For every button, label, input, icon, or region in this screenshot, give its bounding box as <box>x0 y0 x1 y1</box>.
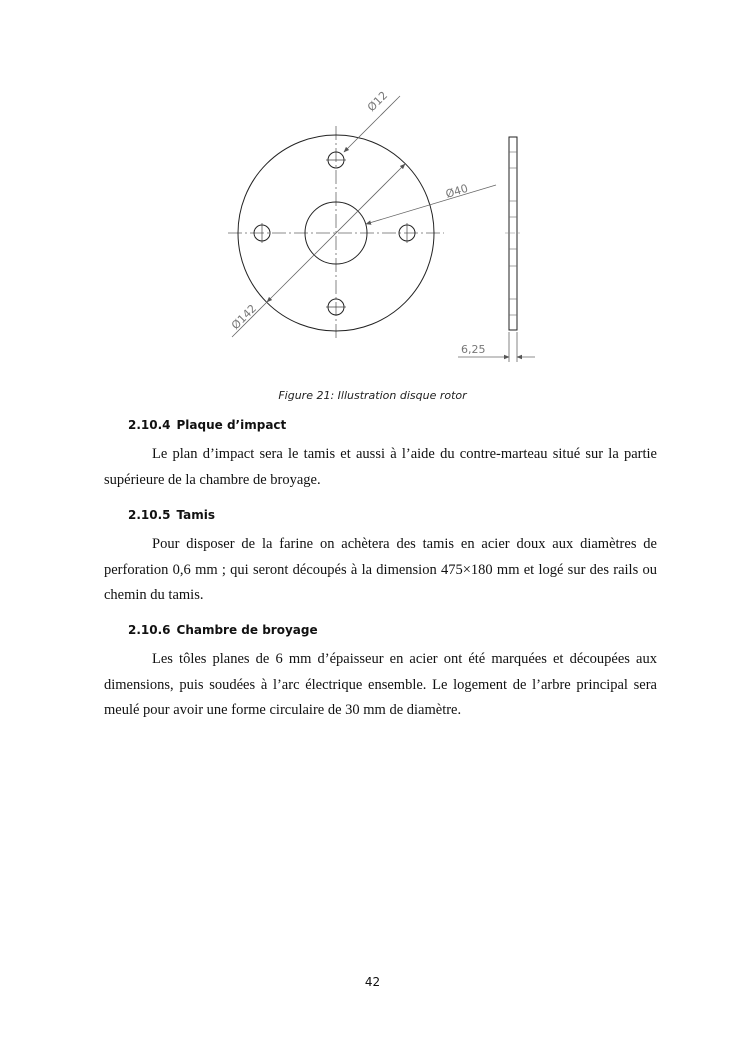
section-title: Chambre de broyage <box>176 623 318 637</box>
bore-dimension-label: Ø40 <box>444 181 470 201</box>
section-heading-tamis <box>128 508 215 522</box>
section-heading-plaque-impact <box>128 418 286 432</box>
side-view-profile <box>509 137 517 330</box>
hole-dimension-leader <box>344 116 380 152</box>
rotor-disc-drawing <box>0 0 745 380</box>
drawing-svg <box>0 0 745 380</box>
figure-caption: Figure 21: Illustration disque rotor <box>278 389 467 402</box>
section-title: Plaque d’impact <box>176 418 287 432</box>
section-number: 2.10.6 <box>128 623 171 637</box>
paragraph-chambre-broyage: Les tôles planes de 6 mm d’épaisseur en acier ont été marquées et découpées aux dimensions, puis soudées à l’arc électrique ensemble. Le logement de l’arbre principal sera meulé pour avoir une forme circulaire de 30 mm de diamètre. <box>104 651 657 718</box>
section-heading-chambre-broyage <box>128 623 318 637</box>
paragraph-plaque-impact: Le plan d’impact sera le tamis et aussi à l’aide du contre-marteau situé sur la partie supérieure de la chambre de broyage. <box>104 446 657 488</box>
section-number: 2.10.5 <box>128 508 171 522</box>
page-number: 42 <box>364 975 381 989</box>
section-number: 2.10.4 <box>128 418 171 432</box>
outer-dimension-label: Ø142 <box>228 301 260 333</box>
section-title: Tamis <box>176 508 216 522</box>
thickness-dimension-label: 6,25 <box>461 343 486 356</box>
hole-dimension-label: Ø12 <box>364 88 391 115</box>
bore-dimension-leader <box>366 185 496 224</box>
paragraph-tamis: Pour disposer de la farine on achètera des tamis en acier doux aux diamètres de perforation 0,6 mm ; qui seront découpés à la dimension 475×180 mm et logé sur des rails ou chemin du tamis. <box>104 536 657 603</box>
